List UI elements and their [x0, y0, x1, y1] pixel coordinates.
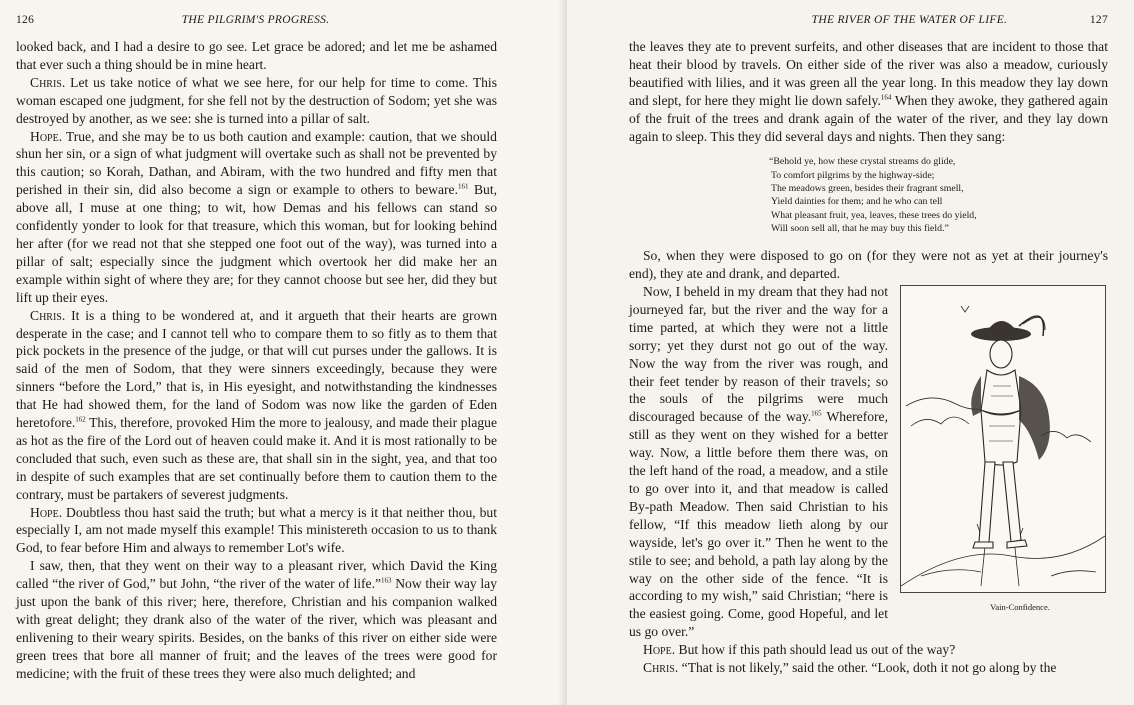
- left-page-number: 126: [16, 14, 35, 26]
- paragraph: Hope. True, and she may be to us both caution and example: caution, that we should shun her sin, or a sign of what judgment will overtake such as shall not be prevented by this caution; so Korah, Dathan, and Abiram, with the two hundred and fifty men that perished in their sin, did also become a sign or example to others to beware.$^{161}$ But, above all, I muse at one thing; to wit, how Demas and his fellows can stand so confidently yonder to look for that treasure, which this woman, but for looking behind her after (for we read not that she stepped one foot out of the way), was turned into a pillar of salt; especially since the judgment which overtook her did make her an example within sight of where they are; for they cannot choose but see her, did they but lift up their eyes.: [16, 128, 498, 305]
- paragraph: Chris. “That is not likely,” said the other. “Look, doth it not go along by the: [643, 660, 1057, 676]
- paragraph: Chris. It is a thing to be wondered at, and it argueth that their hearts are grown desperate in the case; and I cannot tell who to compare them to so fitly as to them that pick pockets in the presence of the judge, or that will cut purses under the gallows. It is said of the men of Sodom, that they were sinners exceedingly, because they were sinners “before the Lord,” that is, in His eyesight, and notwithstanding the kindnesses that He had showed them, for the land of Sodom was now like the garden of Eden heretofore.$^{162}$ This, therefore, provoked Him the more to jealousy, and made their plague as hot as the fire of the Lord out of heaven could make it. And it is most rationally to be concluded that such, even such as these are, that shall sin in the sight, yea, and that too in despite of such examples that are set continually before them to caution them to the contrary, must be partakers of severest judgments.: [16, 307, 497, 502]
- poem-stanza: [769, 155, 1108, 235]
- right-page: [567, 0, 1134, 705]
- right-running-title: THE RIVER OF THE WATER OF LIFE.: [811, 14, 1008, 26]
- poem-line: The meadows green, besides their fragrant smell,: [771, 183, 964, 195]
- footnote-ref: 163: [381, 576, 392, 585]
- speaker-label: Chris.: [30, 74, 66, 90]
- left-page-body: [16, 38, 497, 683]
- paragraph: Chris. Let us take notice of what we see here, for our help for time to come. This woman escaped one judgment, for she fell not by the destruction of Sodom; yet she was destroyed by another, as we see: she is turned into a pillar of salt.: [16, 74, 497, 126]
- right-page-number: 127: [1089, 14, 1108, 26]
- paragraph: the leaves they ate to prevent surfeits, and other diseases that are incident to those that heat their blood by travels. On either side of the river was also a meadow, curiously beautified with lilies, and it was green all the year long. In this meadow they lay down and slept, for here they might lie down safely.$^{164}$ When they awoke, they gathered again of the fruit of the trees and drank again of the water of the river, and they lay down again to sleep. This they did several days and nights. Then they sang:: [629, 39, 1108, 144]
- poem-line: What pleasant fruit, yea, leaves, these trees do yield,: [771, 209, 977, 221]
- paragraph: I saw, then, that they went on their way to a pleasant river, which David the King called “the river of God,” but John, “the river of the water of life.”$^{163}$ Now their way lay just upon the bank of this river; here, therefore, Christian and his companion walked with great delight; they drank also of the water of the river, which was pleasant and enlivening to their weary spirits. Besides, on the banks of this river on either side were green trees that bore all manner of fruit; and the leaves of the trees were good for medicine; with the fruit of these trees they were also much delighted; and: [16, 558, 497, 681]
- footnote-ref: 162: [75, 415, 86, 424]
- left-running-title: THE PILGRIM'S PROGRESS.: [181, 14, 330, 26]
- speaker-label: Chris.: [643, 660, 679, 676]
- footnote-ref: 165: [811, 409, 822, 418]
- paragraph: looked back, and I had a desire to go see. Let grace be adored; and let me be ashamed that ever such a thing should be in mine heart.: [16, 39, 497, 72]
- vain-confidence-illustration: [901, 286, 1105, 592]
- illustration-figure: [900, 285, 1110, 613]
- paragraph: Hope. But how if this path should lead us out of the way?: [643, 642, 956, 658]
- illustration-frame: [900, 285, 1106, 593]
- paragraph: Hope. Doubtless thou hast said the truth; but what a mercy is it that neither thou, but especially I, am not made myself this example! This ministereth occasion to us to thank God, to fear before Him and always to remember Lot's wife.: [16, 504, 497, 556]
- right-page-body: [629, 38, 1108, 677]
- paragraph: So, when they were disposed to go on (for they were not as yet at their journey's end), they ate and drank, and departed.: [629, 248, 1108, 282]
- speaker-label: Hope.: [643, 642, 676, 658]
- paragraph: Vain-Confidence. Now, I beheld in my dream that they had not journeyed far, but the river and the way for a time parted, at which they were not a little sorry; yet they durst not go out of the way. Now the way from the river was rough, and their feet tender by reason of their travels; so the souls of the pilgrims were much discouraged because of the way.$^{165}$ Wherefore, still as they went on they wished for a better way. Now, a little before them there was, on the left hand of the road, a meadow, and a stile to go over into it, and that meadow is called By-path Meadow. Then said Christian to his fellow, “If this meadow lieth along by our wayside, let's go over it.” Then he went to the stile to see; and behold, a path lay along by the way on the other side of the fence. “It is according to my wish,” said Christian; “here is the easiest going. Come, good Hopeful, and let us go over.”: [629, 283, 1108, 641]
- speaker-label: Hope.: [30, 504, 63, 520]
- right-page-header: [629, 14, 1108, 38]
- poem-line: “Behold ye, how these crystal streams do glide,: [769, 156, 956, 168]
- figure-caption: Vain-Confidence.: [990, 602, 1050, 613]
- poem-line: Yield dainties for them; and he who can tell: [771, 196, 943, 208]
- speaker-label: Chris.: [30, 307, 66, 323]
- footnote-ref: 164: [880, 93, 892, 102]
- speaker-label: Hope.: [30, 128, 63, 144]
- footnote-ref: 161: [458, 182, 469, 191]
- left-page-header: [16, 14, 497, 38]
- poem-line: Will soon sell all, that he may buy this field.”: [771, 222, 949, 234]
- poem-line: To comfort pilgrims by the highway-side;: [771, 169, 935, 181]
